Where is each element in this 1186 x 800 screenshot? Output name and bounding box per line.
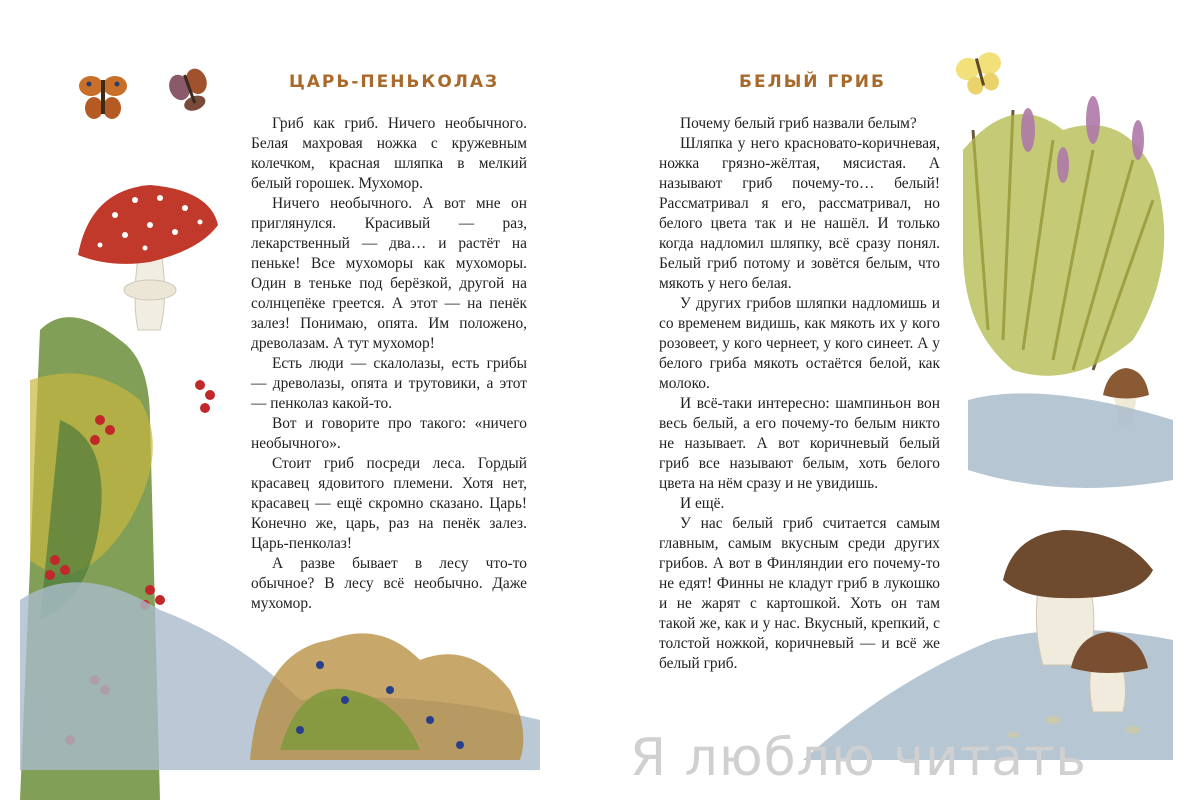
paragraph: У нас белый гриб считается самым главным, самым вкусным среди других грибов. А вот в Финляндии его почему-то не едят! Финны не кладут гриб в лукошко и не жарят с картошкой. Хоть он там такой же, как и у нас. Вкусный, крепкий, с толстой ножкой, коричневый — и всё же белый гриб. — [659, 515, 940, 672]
page-title: БЕЛЫЙ ГРИБ — [739, 72, 886, 92]
right-page — [593, 0, 1186, 800]
article-text — [251, 114, 527, 614]
paragraph: Ничего необычного. А вот мне он приглянулся. Красивый — раз, лекарственный — два… и растёт на пеньке! Все мухоморы как мухоморы. Один в теньке под берёзкой, другой на солнцепёке греется. А этот — на пенёк залез! Понимаю, опята. Им положено, древолазам. А тут мухомор! — [251, 195, 527, 352]
paragraph: Шляпка у него красновато-коричневая, ножка грязно-жёлтая, мясистая. А называют гриб почему-то… белый! Рассматривал я его, рассматривал, но белого цвета так и не нашёл. И только когда надломил шляпку, всё сразу понял. Белый гриб потому и зовётся белым, что мякоть у него белая. — [659, 135, 940, 292]
butterfly-icon — [953, 50, 1007, 99]
paragraph: Гриб как гриб. Ничего необычного. Белая махровая ножка с кружевным колечком, красная шляпка в мелкий белый горошек. Мухомор. — [251, 115, 527, 192]
paragraph: И ещё. — [680, 495, 725, 512]
butterfly-icon — [79, 76, 127, 119]
paragraph: Есть люди — скалолазы, есть грибы — древолазы, опята и трутовики, а этот — пенколаз какой-то. — [251, 355, 527, 412]
paragraph: У других грибов шляпки надломишь и со временем видишь, как мякоть их у кого розовеет, у кого чернеет, у кого синеет. А у белого гриба мякоть остаётся белой, как молоко. — [659, 295, 940, 392]
paragraph: А разве бывает в лесу что-то обычное? В лесу всё необычно. Даже мухомор. — [251, 555, 527, 612]
paragraph: Вот и говорите про такого: «ничего необычного». — [251, 415, 527, 452]
paragraph: И всё-таки интересно: шампиньон вон весь белый, а его почему-то белым никто не называет. А вот коричневый белый гриб все называют белым, хоть белого цвета на нём сразу и не увидишь. — [659, 395, 940, 492]
butterfly-icon — [166, 66, 215, 117]
paragraph: Почему белый гриб назвали белым? — [680, 115, 917, 132]
page-title: ЦАРЬ-ПЕНЬКОЛАЗ — [289, 72, 500, 92]
watermark: Я люблю читать — [630, 728, 1087, 788]
paragraph: Стоит гриб посреди леса. Гордый красавец ядовитого племени. Хотя нет, красавец — ещё скромно сказано. Царь! Конечно же, царь, раз на пенёк залез. Царь-пенколаз! — [251, 455, 527, 552]
article-text — [659, 114, 940, 674]
